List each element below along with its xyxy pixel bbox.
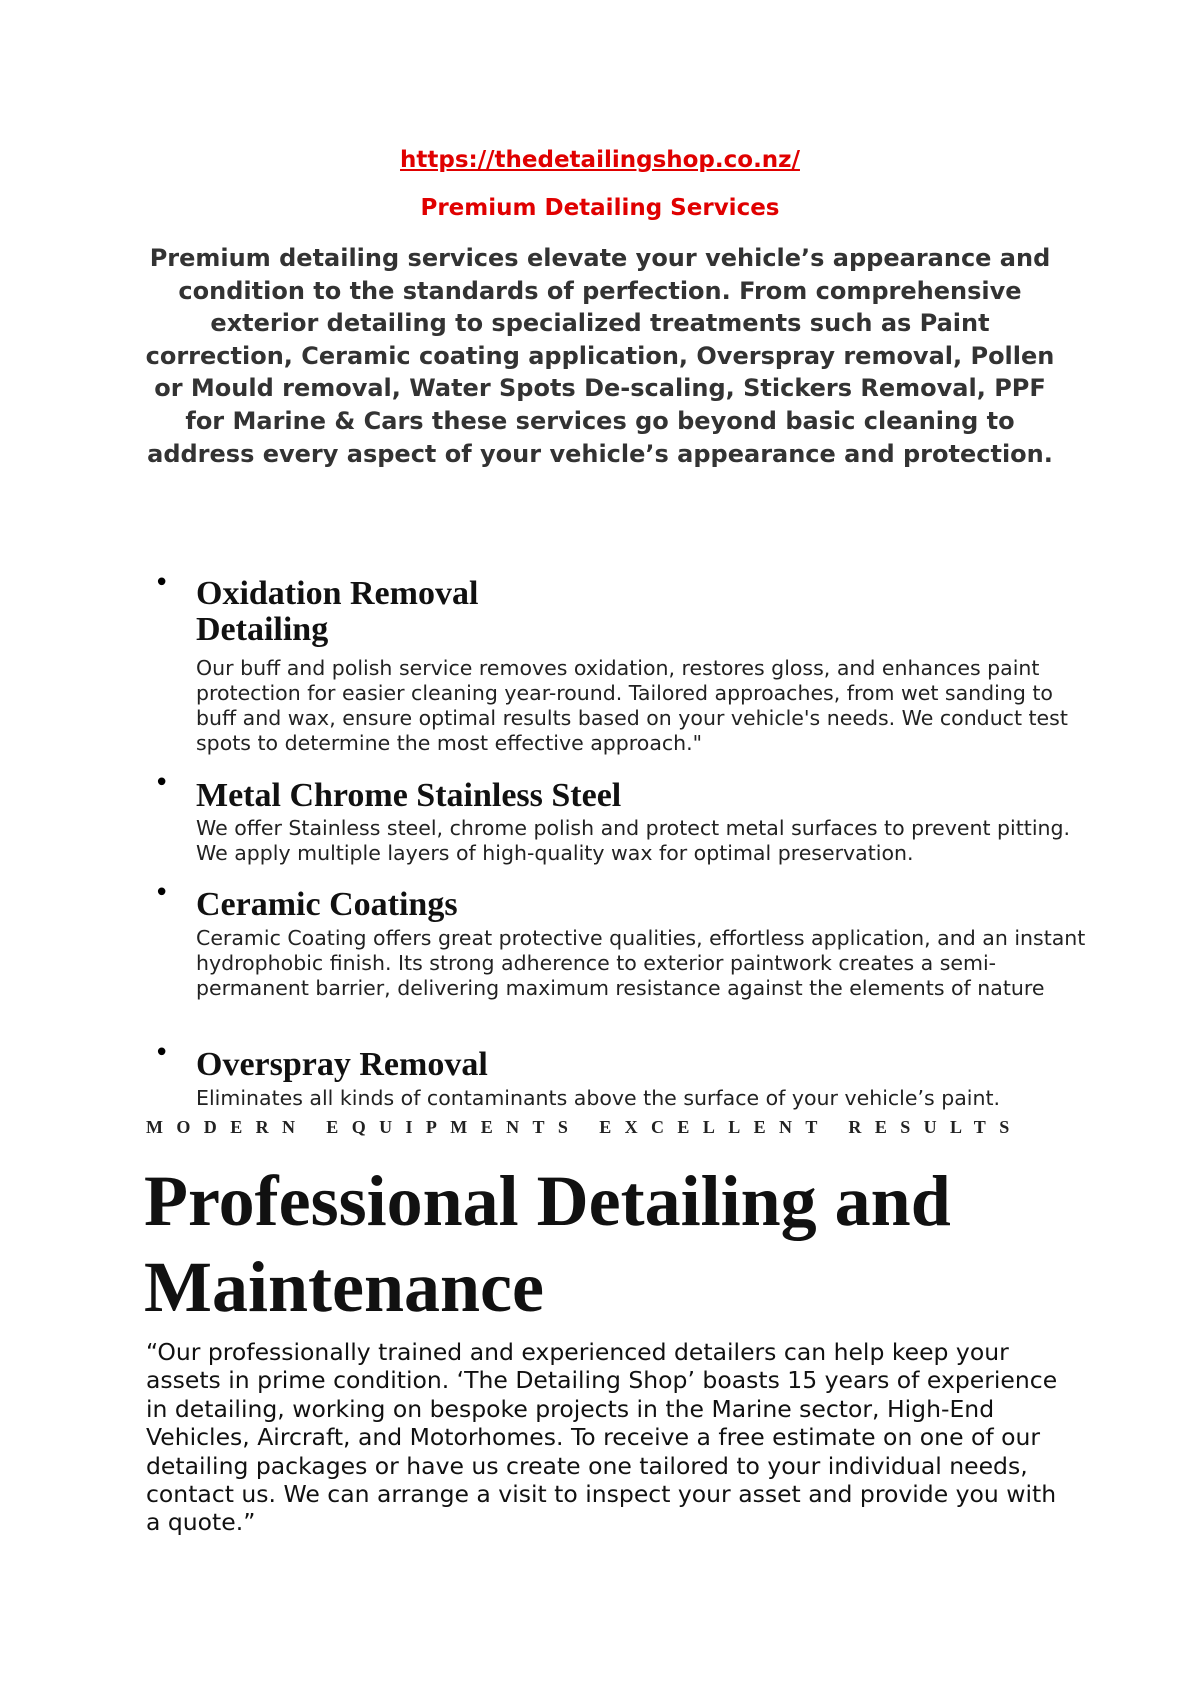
service-description-metal: We offer Stainless steel, chrome polish and protect metal surfaces to prevent pitting. We apply multiple layers of high-quality wax for optimal preservation.	[196, 816, 1071, 865]
tagline: MODERN EQUIPMENTS EXCELLENT RESULTS	[146, 1117, 1023, 1137]
list-bullet: •	[154, 878, 170, 908]
professional-heading: Professional Detailing and Maintenance	[144, 1161, 951, 1327]
list-bullet: •	[154, 1038, 170, 1068]
service-description-overspray: Eliminates all kinds of contaminants above the surface of your vehicle’s paint.	[196, 1086, 1001, 1110]
service-description-oxidation: Our buff and polish service removes oxidation, restores gloss, and enhances paint protection for easier cleaning year-round. Tailored approaches, from wet sanding to buff and wax, ensure optimal results based on your vehicle's needs. We conduct test spots to determine the most effective approach."	[196, 656, 1068, 755]
services-heading: Premium Detailing Services	[420, 195, 780, 221]
professional-quote: “Our professionally trained and experienced detailers can help keep your assets in prime condition. ‘The Detailing Shop’ boasts 15 years of experience in detailing, working on bespoke projects in the Marine sector, High-End Vehicles, Aircraft, and Motorhomes. To receive a free estimate on one of our detailing packages or have us create one tailored to your individual needs, contact us. We can arrange a visit to inspect your asset and provide you with a quote.”	[146, 1338, 1058, 1537]
list-bullet: •	[154, 768, 170, 798]
service-title-metal: Metal Chrome Stainless Steel	[196, 777, 622, 814]
intro-paragraph: Premium detailing services elevate your vehicle’s appearance and condition to the standards of perfection. From comprehensive exterior detailing to specialized treatments such as Paint correction, Ceramic coating application, Overspray removal, Pollen or Mould removal, Water Spots De-scaling, Stickers Removal, PPF for Marine & Cars these services go beyond basic cleaning to address every aspect of your vehicle’s appearance and protection.	[145, 244, 1055, 468]
list-bullet: •	[154, 568, 170, 598]
service-description-ceramic: Ceramic Coating offers great protective qualities, effortless application, and an instant hydrophobic finish. Its strong adherence to exterior paintwork creates a semi-permanent barrier, delivering maximum resistance against the elements of nature	[196, 926, 1086, 1000]
service-title-ceramic: Ceramic Coatings	[196, 886, 458, 923]
service-title-oxidation: Oxidation Removal Detailing	[196, 575, 479, 648]
website-link[interactable]: https://thedetailingshop.co.nz/	[400, 147, 800, 173]
service-title-overspray: Overspray Removal	[196, 1046, 488, 1083]
